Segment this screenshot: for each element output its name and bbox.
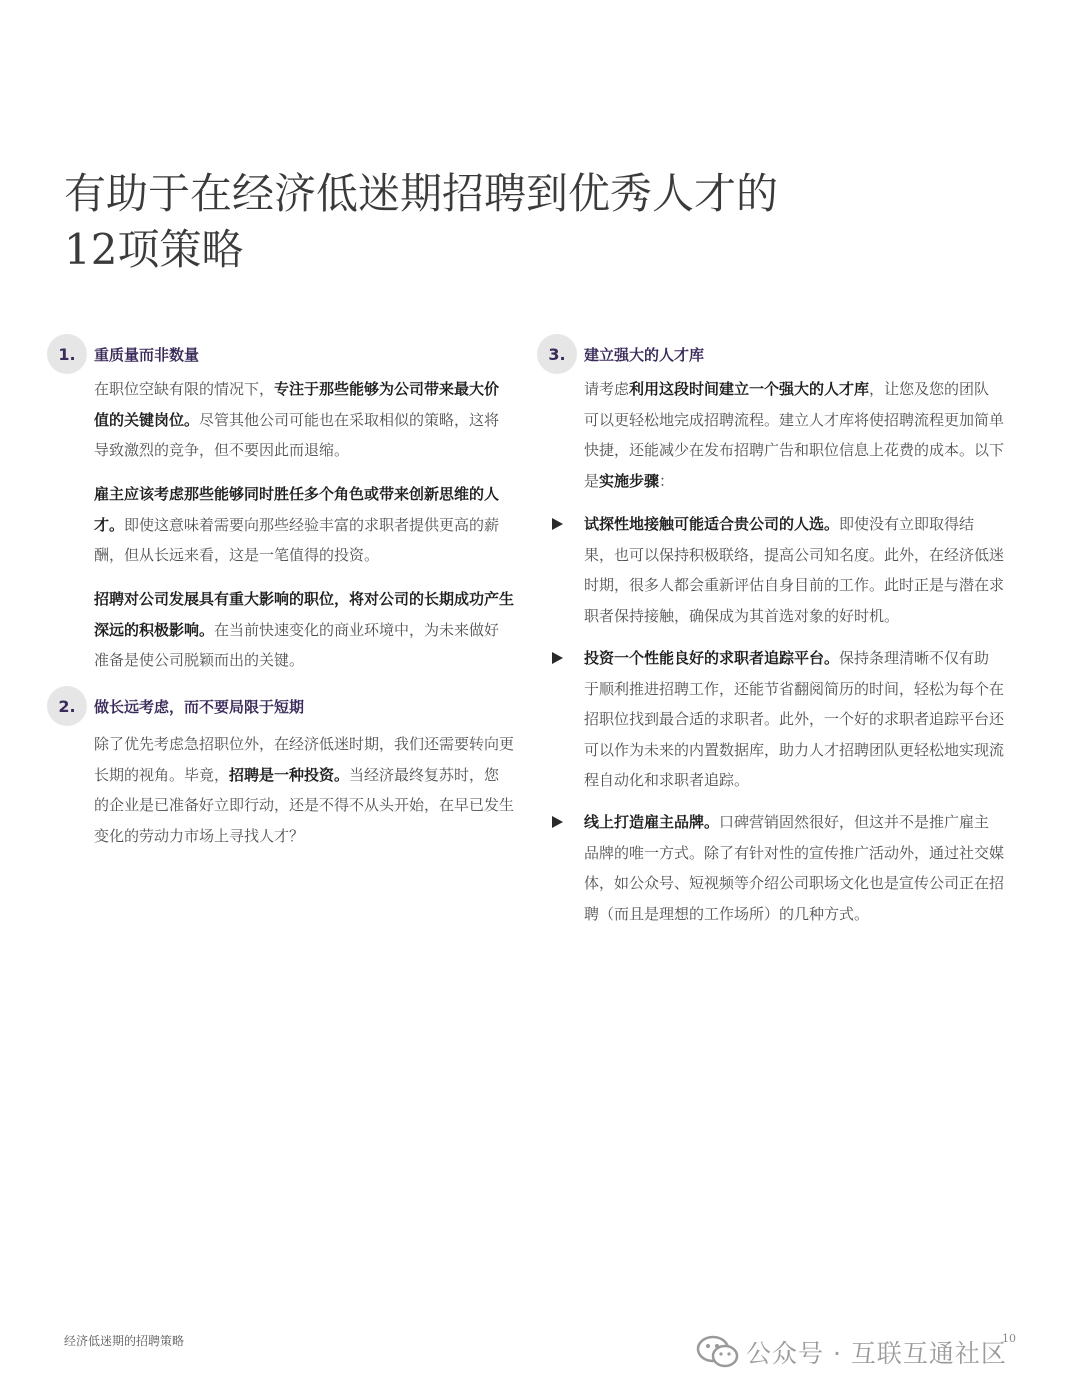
watermark-text: 公众号 · 互联互通社区	[746, 1339, 1007, 1368]
bullet-triangle-icon	[552, 652, 563, 664]
page-number: 10	[1002, 1332, 1016, 1345]
section-2-heading	[47, 686, 304, 726]
section-3-heading	[537, 334, 704, 374]
page-title-line-2: 12项策略	[64, 225, 244, 274]
section-2-title: 做长远考虑，而不要局限于短期	[94, 697, 305, 716]
section-1-paragraph-2: 雇主应该考虑那些能够同时胜任多个角色或带来创新思维的人才。即使这意味着需要向那些经验丰富的求职者提供更高的薪酬，但从长远来看，这是一笔值得的投资。	[94, 485, 500, 564]
section-3-bullet-3: 线上打造雇主品牌。口碑营销固然很好，但这并不是推广雇主品牌的唯一方式。除了有针对性的宣传推广活动外，通过社交媒体，如公众号、短视频等介绍公司职场文化也是宣传公司正在招聘（而且是理想的工作场所）的几种方式。	[584, 813, 1005, 923]
page-title-line-1: 有助于在经济低迷期招聘到优秀人才的	[64, 169, 779, 218]
section-1-paragraph-1: 在职位空缺有限的情况下，专注于那些能够为公司带来最大价值的关键岗位。尽管其他公司可能也在采取相似的策略，这将导致激烈的竞争，但不要因此而退缩。	[94, 380, 500, 459]
section-3-bullet-2: 投资一个性能良好的求职者追踪平台。保持条理清晰不仅有助于顺利推进招聘工作，还能节省翻阅简历的时间，轻松为每个在招职位找到最合适的求职者。此外，一个好的求职者追踪平台还可以作为未来的内置数据库，助力人才招聘团队更轻松地实现流程自动化和求职者追踪。	[584, 649, 1005, 789]
section-3-intro: 请考虑利用这段时间建立一个强大的人才库，让您及您的团队可以更轻松地完成招聘流程。建立人才库将使招聘流程更加简单快捷，还能减少在发布招聘广告和职位信息上花费的成本。以下是实施步骤：	[584, 380, 1005, 490]
section-1-heading	[47, 334, 199, 374]
section-1-number: 1.	[47, 334, 87, 374]
bullet-triangle-icon	[552, 816, 563, 828]
section-3-title: 建立强大的人才库	[584, 345, 705, 364]
section-1-title: 重质量而非数量	[94, 345, 200, 364]
wechat-icon	[696, 1335, 740, 1369]
footer-document-title: 经济低迷期的招聘策略	[64, 1334, 185, 1348]
page-title	[64, 166, 964, 278]
section-1-paragraph-3: 招聘对公司发展具有重大影响的职位，将对公司的长期成功产生深远的积极影响。在当前快速变化的商业环境中，为未来做好准备是使公司脱颖而出的关键。	[94, 590, 515, 669]
section-2-number: 2.	[47, 686, 87, 726]
section-2-paragraph-1: 除了优先考虑急招职位外，在经济低迷时期，我们还需要转向更长期的视角。毕竟，招聘是一种投资。当经济最终复苏时，您的企业是已准备好立即行动，还是不得不从头开始，在早已发生变化的劳动力市场上寻找人才？	[94, 735, 515, 845]
bullet-triangle-icon	[552, 518, 563, 530]
section-3-number: 3.	[537, 334, 577, 374]
section-3-bullet-1: 试探性地接触可能适合贵公司的人选。即使没有立即取得结果，也可以保持积极联络，提高公司知名度。此外，在经济低迷时期，很多人都会重新评估自身目前的工作。此时正是与潜在求职者保持接触，确保成为其首选对象的好时机。	[584, 515, 1005, 625]
watermark	[696, 1334, 1007, 1370]
